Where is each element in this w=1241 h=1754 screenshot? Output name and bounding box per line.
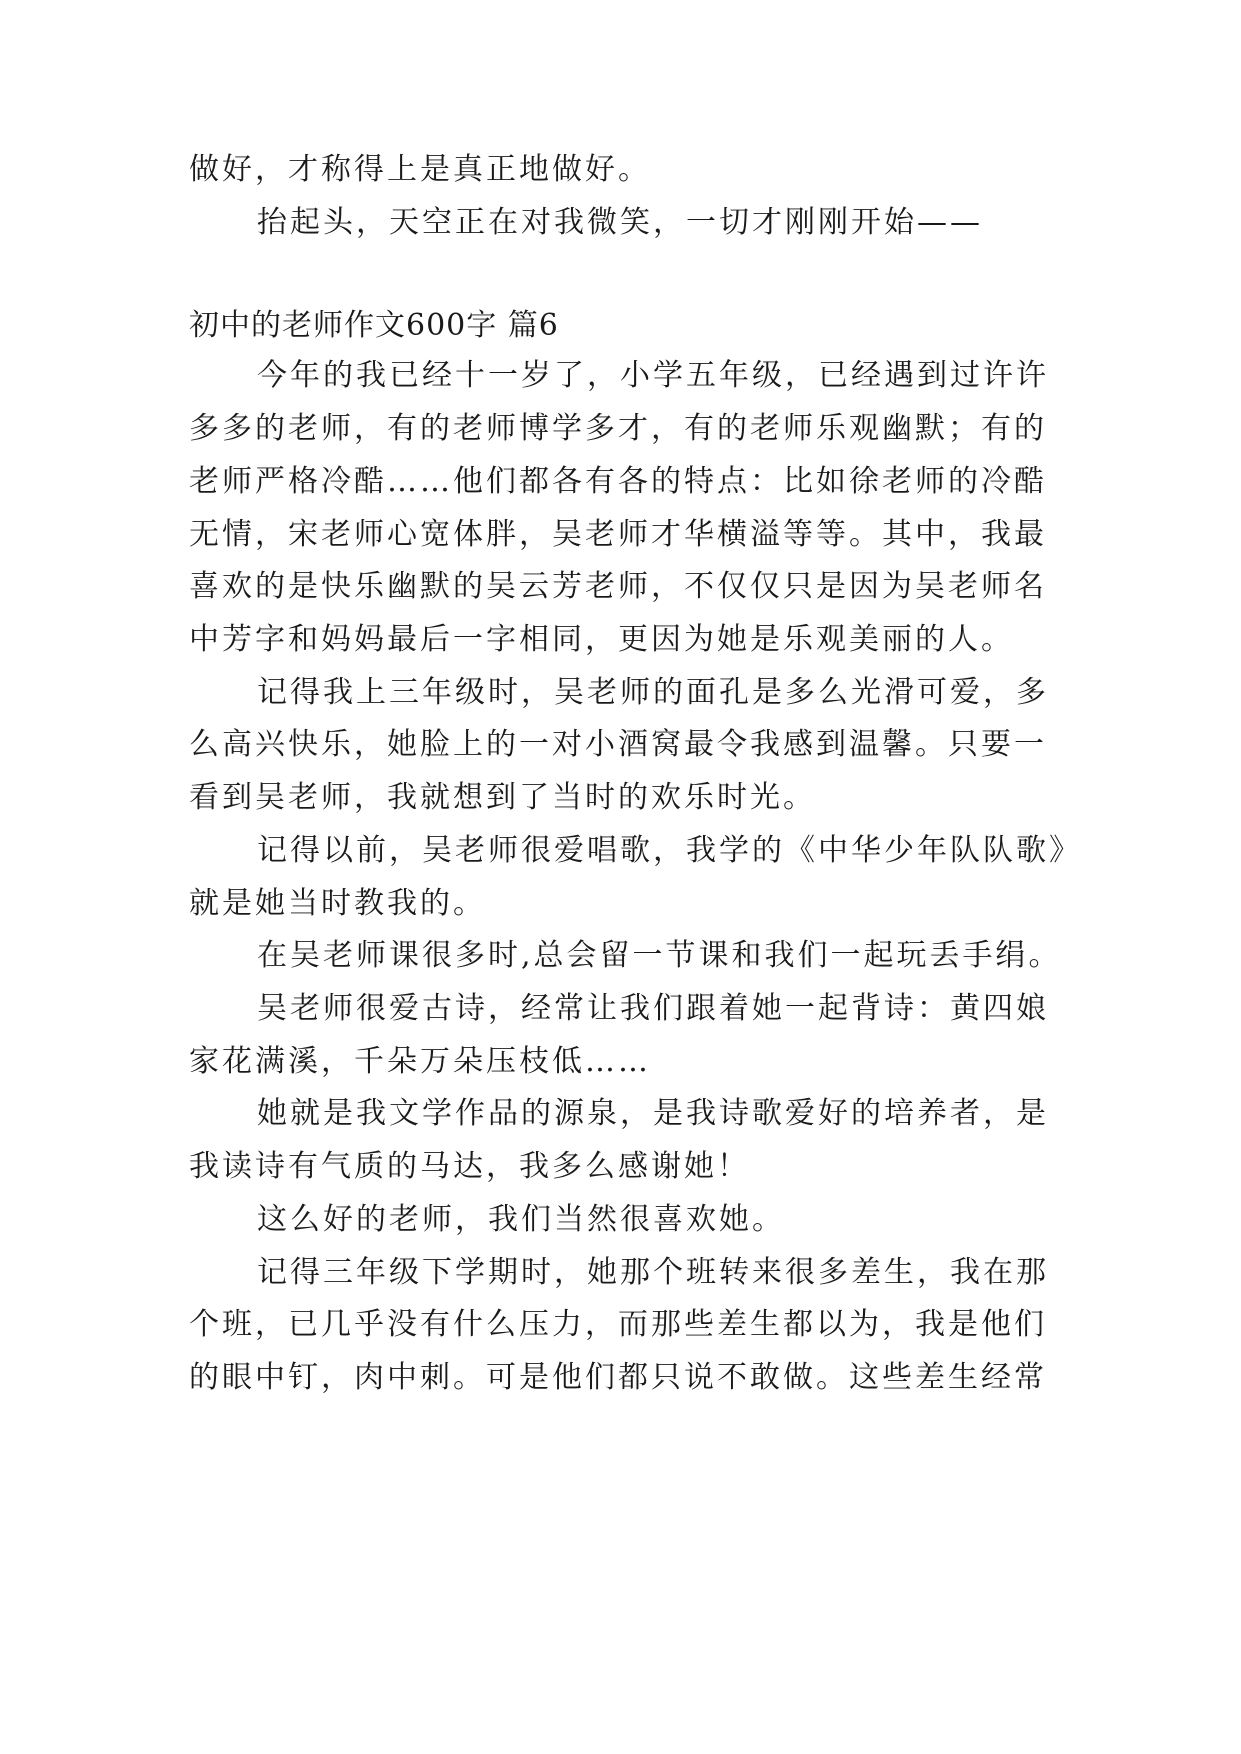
text-line: 今年的我已经十一岁了，小学五年级，已经遇到过许许 — [257, 358, 1049, 393]
section-heading: 初中的老师作文600字 篇6 — [189, 308, 559, 343]
text-line: 老师严格冷酷……他们都各有各的特点：比如徐老师的冷酷 — [189, 464, 1047, 499]
text-line: 中芳字和妈妈最后一字相同，更因为她是乐观美丽的人。 — [189, 622, 1014, 657]
text-line: 在吴老师课很多时,总会留一节课和我们一起玩丢手绢。 — [257, 938, 1062, 973]
text-line: 个班，已几乎没有什么压力，而那些差生都以为，我是他们 — [189, 1307, 1047, 1342]
text-line: 无情，宋老师心宽体胖，吴老师才华横溢等等。其中，我最 — [189, 517, 1047, 552]
text-line: 抬起头，天空正在对我微笑，一切才刚刚开始—— — [257, 205, 983, 240]
text-line: 记得三年级下学期时，她那个班转来很多差生，我在那 — [257, 1255, 1049, 1290]
text-line: 我读诗有气质的马达，我多么感谢她！ — [189, 1149, 750, 1184]
text-line: 做好，才称得上是真正地做好。 — [189, 152, 651, 187]
text-line: 记得我上三年级时，吴老师的面孔是多么光滑可爱，多 — [257, 675, 1049, 710]
text-line: 记得以前，吴老师很爱唱歌，我学的《中华少年队队歌》 — [257, 833, 1082, 868]
text-line: 多多的老师，有的老师博学多才，有的老师乐观幽默；有的 — [189, 411, 1047, 446]
text-line: 她就是我文学作品的源泉，是我诗歌爱好的培养者，是 — [257, 1096, 1049, 1131]
text-line: 的眼中钉，肉中刺。可是他们都只说不敢做。这些差生经常 — [189, 1360, 1047, 1395]
text-line: 喜欢的是快乐幽默的吴云芳老师，不仅仅只是因为吴老师名 — [189, 569, 1047, 604]
text-line: 就是她当时教我的。 — [189, 886, 486, 921]
text-line: 看到吴老师，我就想到了当时的欢乐时光。 — [189, 780, 816, 815]
text-line: 这么好的老师，我们当然很喜欢她。 — [257, 1202, 785, 1237]
text-line: 家花满溪，千朵万朵压枝低…… — [189, 1044, 651, 1079]
text-line: 吴老师很爱古诗，经常让我们跟着她一起背诗：黄四娘 — [257, 991, 1049, 1026]
text-line: 么高兴快乐，她脸上的一对小酒窝最令我感到温馨。只要一 — [189, 727, 1047, 762]
